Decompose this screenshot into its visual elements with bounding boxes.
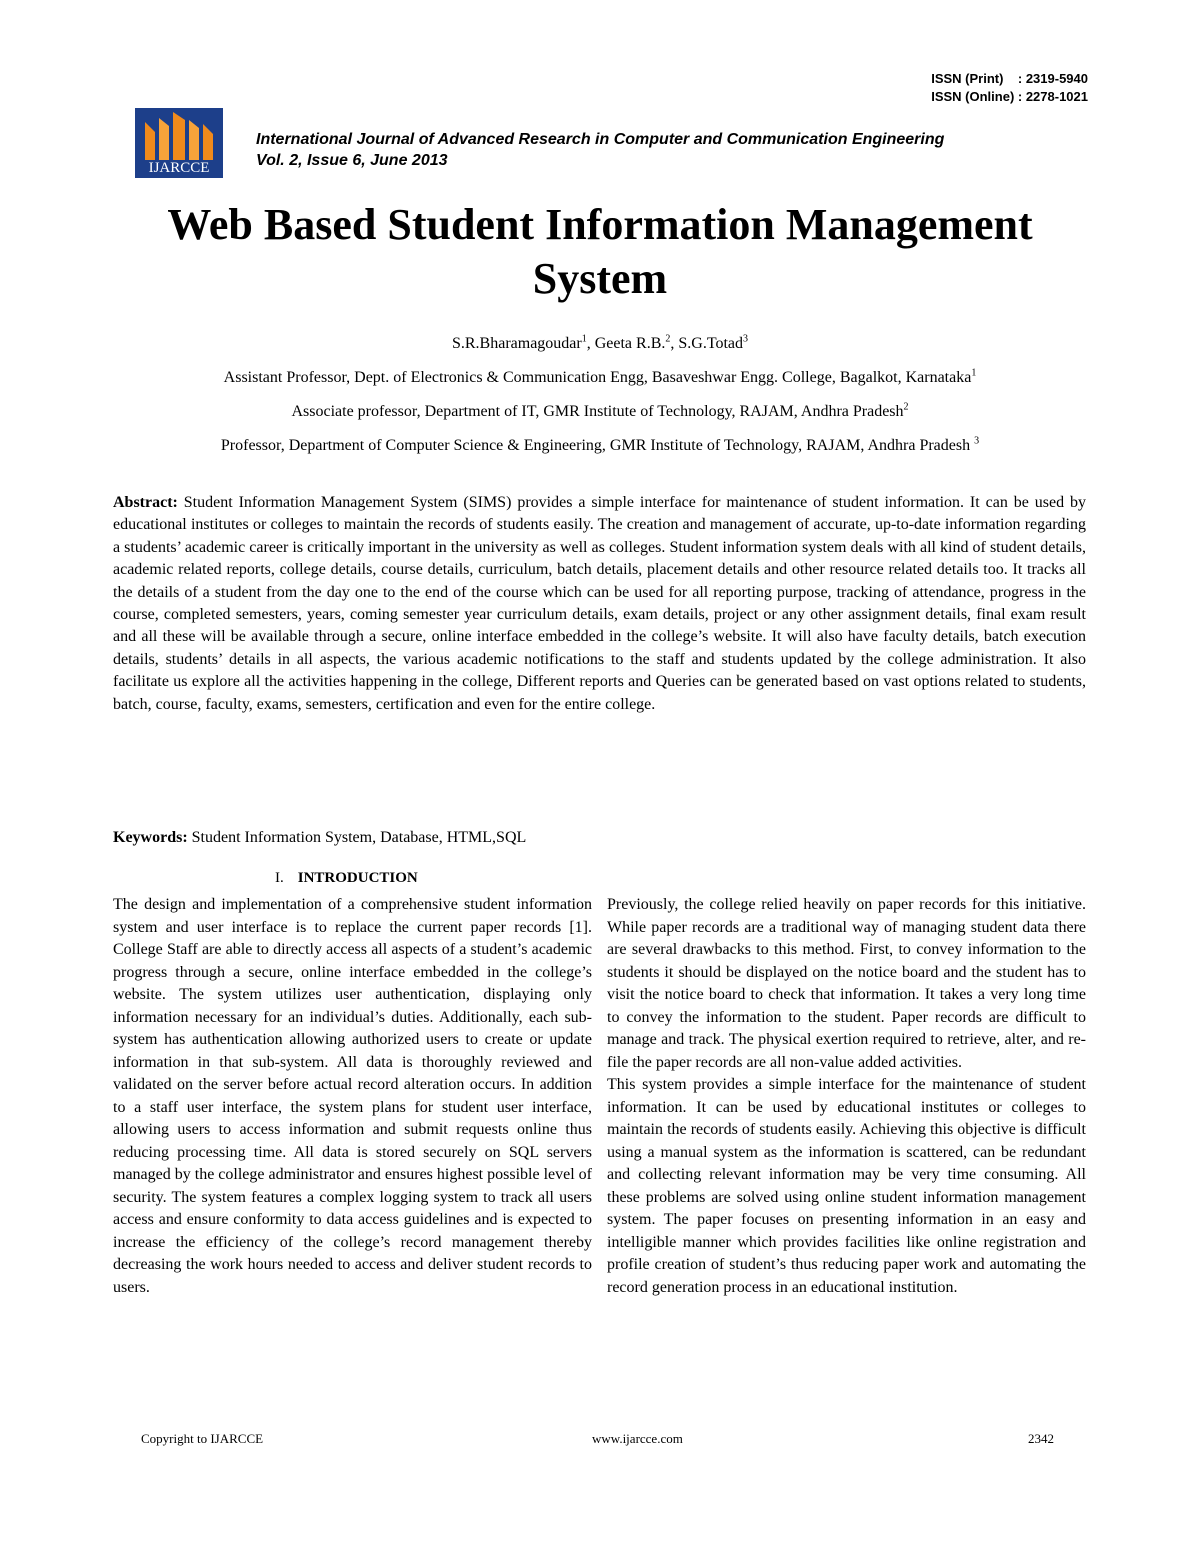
journal-info	[256, 129, 944, 171]
keywords	[113, 827, 1086, 849]
right-paragraph-1: Previously, the college relied heavily on paper records for this initiative. While paper records are a traditional way of managing student data there are several drawbacks to this method. First, to convey information to the students it should be displayed on the notice board and the student has to visit the notice board to check that information. It takes a very long time to convey the information to the student. Paper records are difficult to manage and track. The physical exertion required to retrieve, alter, and re-file the paper records are all non-value added activities.	[607, 896, 1086, 1071]
affiliation-2	[100, 402, 1100, 422]
title-line-2: System	[532, 254, 668, 303]
right-column	[607, 894, 1086, 1299]
issn-print: ISSN (Print) : 2319-5940	[931, 71, 1088, 86]
author-name: S.G.Totad	[678, 335, 744, 352]
paper-title	[100, 198, 1100, 306]
author-sup: 2	[665, 333, 671, 345]
keywords-text: Student Information System, Database, HTML,SQL	[187, 829, 527, 846]
footer-website: www.ijarcce.com	[592, 1431, 683, 1446]
title-line-1: Web Based Student Information Management	[167, 200, 1033, 249]
right-paragraph-2: This system provides a simple interface for the maintenance of student information. It can be used by educational institutes or colleges to maintain the records of students easily. Achieving this objective is difficult using a manual system as the information is scattered, can be redundant and collecting relevant information may be very time consuming. All these problems are solved using online student information management system. The paper focuses on presenting information in an easy and intelligible manner which provides facilities like online registration and profile creation of student’s thus reducing paper work and automating the record generation process in an educational institution.	[607, 1076, 1086, 1296]
section-title: INTRODUCTION	[297, 870, 418, 886]
journal-name: International Journal of Advanced Research in Computer and Communication Engineering	[256, 131, 945, 148]
author-sup: 1	[581, 333, 587, 345]
abstract	[113, 492, 1086, 716]
affiliation-3	[100, 436, 1100, 456]
issn-online: ISSN (Online) : 2278-1021	[931, 89, 1088, 104]
author-name: Geeta R.B.	[594, 335, 666, 352]
logo-text: IJARCCE	[148, 160, 210, 176]
affiliation-sup: 2	[903, 401, 909, 413]
affiliation-text: Associate professor, Department of IT, GMR Institute of Technology, RAJAM, Andhra Pradesh	[291, 403, 904, 420]
journal-volume: Vol. 2, Issue 6, June 2013	[256, 152, 448, 169]
author-sup: 3	[743, 333, 749, 345]
footer-page-number: 2342	[1028, 1431, 1054, 1446]
journal-logo	[135, 108, 223, 178]
section-heading	[275, 868, 418, 888]
abstract-label: Abstract:	[113, 494, 178, 511]
keywords-label: Keywords:	[113, 829, 188, 846]
affiliation-sup: 3	[974, 435, 980, 447]
footer-copyright: Copyright to IJARCCE	[141, 1431, 264, 1446]
author-name: S.R.Bharamagoudar	[451, 335, 582, 352]
author-list	[100, 334, 1100, 354]
affiliation-text: Assistant Professor, Dept. of Electronics & Communication Engg, Basaveshwar Engg. College, Bagalkot, Karnataka	[223, 369, 972, 386]
affiliation-1	[100, 368, 1100, 388]
abstract-text: Student Information Management System (SIMS) provides a simple interface for maintenance of student information. It can be used by educational institutes or colleges to maintain the records of students easily. The creation and management of accurate, up-to-date information regarding a students’ academic career is critically important in the university as well as colleges. Student information system deals with all kind of student details, academic related reports, college details, course details, curriculum, batch details, placement details and other resource related details too. It tracks all the details of a student from the day one to the end of the course which can be used for all reporting purpose, tracking of attendance, progress in the course, completed semesters, years, coming semester year curriculum details, exam details, project or any other assignment details, final exam result and all these will be available through a secure, online interface embedded in the college’s website. It will also have faculty details, batch execution details, students’ details in all aspects, the various academic notifications to the staff and students updated by the college administration. It also facilitate us explore all the activities happening in the college, Different reports and Queries can be generated based on vast options related to students, batch, course, faculty, exams, semesters, certification and even for the entire college.	[113, 494, 1086, 713]
affiliation-sup: 1	[971, 367, 977, 379]
issn-block	[931, 70, 1088, 106]
section-number: I.	[275, 870, 284, 886]
left-paragraph: The design and implementation of a comprehensive student information system and user interface is to replace the current paper records [1]. College Staff are able to directly access all aspects of a student’s academic progress through a secure, online interface embedded in the college’s website. The system utilizes user authentication, displaying only information necessary for an individual’s duties. Additionally, each sub-system has authentication allowing authorized users to create or update information in that sub-system. All data is thoroughly reviewed and validated on the server before actual record alteration occurs. In addition to a staff user interface, the system plans for student user interface, allowing users to access information and submit requests online thus reducing processing time. All data is stored securely on SQL servers managed by the college administrator and ensures highest possible level of security. The system features a complex logging system to track all users access and ensure conformity to data access guidelines and is expected to increase the efficiency of the college’s record management thereby decreasing the work hours needed to access and deliver student records to users.	[113, 896, 592, 1296]
author-sep: ,	[670, 335, 679, 352]
left-column	[113, 894, 592, 1299]
author-sep: ,	[586, 335, 595, 352]
affiliation-text: Professor, Department of Computer Science & Engineering, GMR Institute of Technology, RAJAM, Andhra Pradesh	[220, 437, 975, 454]
